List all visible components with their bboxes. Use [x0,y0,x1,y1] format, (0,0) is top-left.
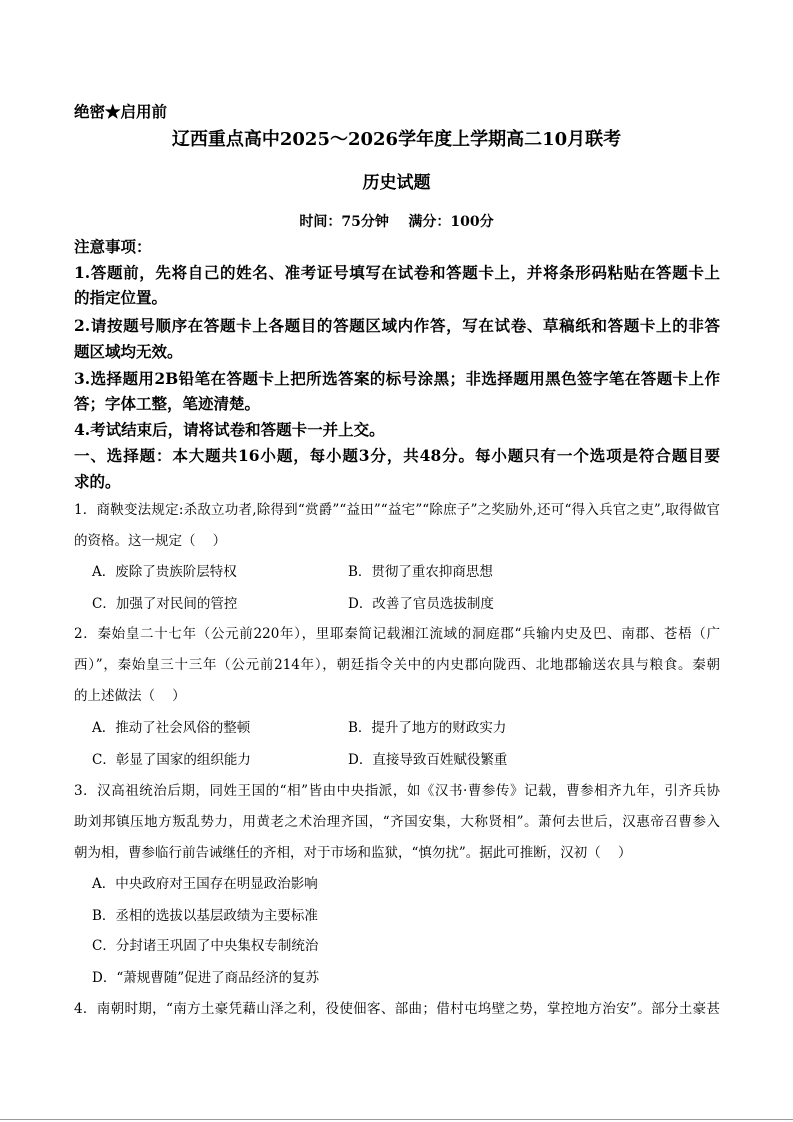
q3-option-d: D．“萧规曹随”促进了商品经济的复苏 [92,970,320,986]
exam-title: 辽西重点高中2025～2026学年度上学期高二10月联考 [171,129,622,150]
section-heading-cont: 求的。 [74,472,121,491]
note-line: 的指定位置。 [74,288,168,307]
note-line: 3.选择题用2B铅笔在答题卡上把所选答案的标号涂黑；非选择题用黑色签字笔在答题卡上作 [74,369,720,388]
q1-option-b: B．贯彻了重农抑商思想 [348,564,493,580]
q2-option-b: B．提升了地方的财政实力 [348,720,507,736]
q3-option-c: C．分封诸王巩固了中央集权专制统治 [92,938,319,954]
question-2-line: 西）”，秦始皇三十三年（公元前214年），朝廷指令关中的内史郡向陇西、北地郡输送农具与粮食。秦朝 [74,657,720,673]
subject-title: 历史试题 [362,173,431,193]
question-1-line: 1．商鞅变法规定:杀敌立功者,除得到“赏爵”“益田”“益宅”“除庶子”之奖励外,还可“得入兵官之吏”,取得做官 [74,502,720,518]
q2-option-d: D．直接导致百姓赋役繁重 [348,752,508,768]
page-bottom-rule [0,1119,793,1120]
q3-option-b: B．丞相的选拔以基层政绩为主要标准 [92,908,318,924]
q1-option-d: D．改善了官员选拔制度 [348,596,494,612]
question-3-line: 朝为相，曹参临行前告诫继任的齐相，对于市场和监狱，“慎勿扰”。据此可推断，汉初（ ） [74,845,632,861]
q1-option-c: C．加强了对民间的管控 [92,596,238,612]
question-3-line: 3．汉高祖统治后期，同姓王国的“相”皆由中央指派，如《汉书·曹参传》记载，曹参相齐九年，引齐兵协 [74,783,720,799]
question-2-line: 2．秦始皇二十七年（公元前220年），里耶秦简记载湘江流域的洞庭郡“兵输内史及巴、南郡、苍梧（广 [74,626,720,642]
note-line: 题区域均无效。 [74,342,183,361]
question-2-line: 的上述做法（ ） [74,688,186,704]
notes-heading: 注意事项： [74,237,152,256]
question-3-line: 助刘邦镇压地方叛乱势力，用黄老之术治理齐国，“齐国安集，大称贤相”。萧何去世后，汉惠帝召曹参入 [74,814,720,830]
q3-option-a: A．中央政府对王国存在明显政治影响 [92,876,318,892]
note-line: 1.答题前，先将自己的姓名、准考证号填写在试卷和答题卡上，并将条形码粘贴在答题卡上 [74,263,720,282]
secret-mark: 绝密★启用前 [74,102,168,121]
q2-option-a: A．推动了社会风俗的整顿 [92,720,251,736]
note-line: 答；字体工整，笔迹清楚。 [74,394,261,413]
question-4-line: 4．南朝时期，“南方土豪凭藉山泽之利，役使佃客、部曲；借村屯坞壁之势，掌控地方治安”。部分土豪甚 [74,1001,720,1017]
note-line: 2.请按题号顺序在答题卡上各题目的答题区域内作答，写在试卷、草稿纸和答题卡上的非答 [74,316,720,335]
question-1-line: 的资格。这一规定（ ） [74,533,227,549]
note-line: 4.考试结束后，请将试卷和答题卡一并上交。 [74,420,385,439]
q1-option-a: A．废除了贵族阶层特权 [92,564,237,580]
q2-option-c: C．彰显了国家的组织能力 [92,752,251,768]
time-info: 时间：75分钟 满分：100分 [299,214,494,230]
section-heading: 一、选择题：本大题共16小题，每小题3分，共48分。每小题只有一个选项是符合题目要 [74,446,720,465]
